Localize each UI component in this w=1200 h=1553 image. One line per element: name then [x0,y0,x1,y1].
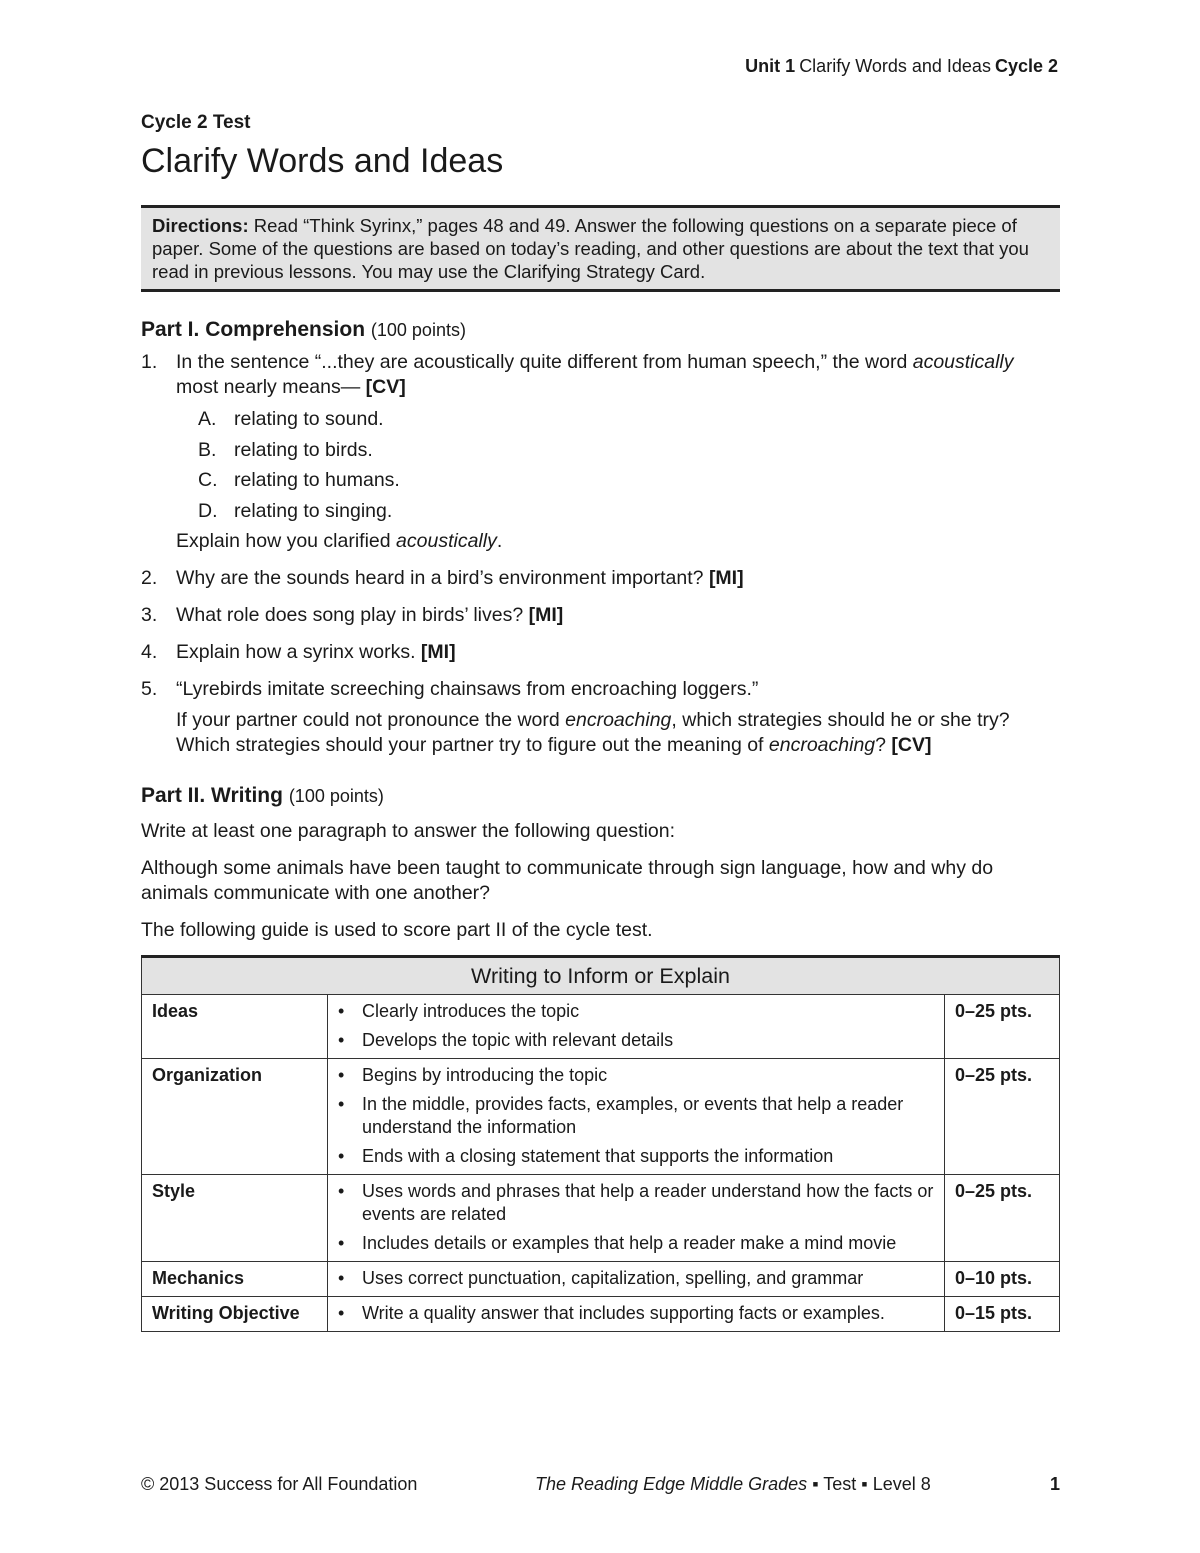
guide-intro: The following guide is used to score part II of the cycle test. [141,919,653,941]
choice-b [176,435,1060,466]
choice-c [176,465,1060,496]
header-cycle: Cycle 2 [994,56,1058,76]
rubric-row-style [142,1175,1060,1262]
rubric-description [328,1297,945,1332]
bullet-text: Begins by introducing the topic [362,1065,608,1085]
bullet-icon: • [338,1001,345,1021]
writing-instruction: Write at least one paragraph to answer the following question: [141,820,676,842]
question-number: 5. [141,678,158,700]
directions-text: Read “Think Syrinx,” pages 48 and 49. Answer the following questions on a separate piece of paper. Some of the questions are based on today’s reading, and other questions are about the text that you read in previous lessons. You may use the Clarifying Strategy Card. [152,215,1029,282]
explain-text: . [496,530,503,552]
writing-prompt: Although some animals have been taught to communicate through sign language, how and why do animals communicate with one another? [141,857,994,904]
directions-label: Directions: [152,215,249,236]
part2-heading [141,784,1060,808]
choice-text: relating to singing. [234,499,393,522]
part1-heading [141,318,1060,342]
rubric-criterion: Ideas [142,995,328,1059]
doc-kind: Test [823,1474,857,1494]
answer-choices [176,404,1060,526]
copyright: © 2013 Success for All Foundation [141,1474,418,1494]
scoring-rubric [141,955,1060,1332]
explain-prompt [176,529,1060,554]
question-tag: [MI] [420,641,456,663]
choice-text: relating to birds. [234,438,373,461]
part2-points: (100 points) [288,786,384,806]
question-tag: [MI] [708,567,744,589]
bullet-icon: • [338,1030,345,1050]
rubric-criterion: Mechanics [142,1262,328,1297]
bullet-icon: • [338,1094,345,1114]
header-unit-title: Clarify Words and Ideas [799,56,991,76]
series-info [535,1474,931,1495]
rubric-points: 0–10 pts. [945,1262,1060,1297]
choice-letter: B. [198,438,217,461]
bullet-icon: • [338,1233,345,1253]
rubric-bullet [338,1232,936,1255]
rubric-points: 0–25 pts. [945,1059,1060,1175]
question-list [141,350,1060,758]
bullet-text: Includes details or examples that help a reader make a mind movie [362,1233,897,1253]
choice-d [176,496,1060,527]
question-text: most nearly means— [176,376,366,398]
question-2 [141,566,1060,591]
bullet-icon: • [338,1303,345,1323]
question-text: , which strategies should he or she try? Which strategies should your partner try to figure out the meaning of [176,709,1010,756]
rubric-description [328,1175,945,1262]
explain-text: Explain how you clarified [176,530,397,552]
question-text: Why are the sounds heard in a bird’s environment important? [176,567,709,589]
rubric-row-ideas [142,995,1060,1059]
rubric-row-mechanics [142,1262,1060,1297]
rubric-criterion: Organization [142,1059,328,1175]
rubric-row-organization [142,1059,1060,1175]
bullet-text: Uses correct punctuation, capitalization, spelling, and grammar [362,1268,864,1288]
question-quote: “Lyrebirds imitate screeching chainsaws from encroaching loggers.” [176,678,759,700]
question-number: 2. [141,567,158,589]
bullet-icon: • [338,1268,345,1288]
series-title: The Reading Edge Middle Grades [535,1474,808,1494]
rubric-points: 0–25 pts. [945,995,1060,1059]
choice-text: relating to sound. [234,408,384,430]
rubric-description [328,1059,945,1175]
level: Level 8 [872,1474,931,1494]
rubric-bullet [338,1267,936,1290]
rubric-bullet [338,1145,936,1168]
question-4 [141,640,1060,665]
choice-a [176,404,1060,435]
explain-term: acoustically [396,530,497,552]
bullet-text: Ends with a closing statement that supports the information [362,1146,834,1166]
question-1 [141,350,1060,554]
rubric-bullet [338,1029,936,1052]
rubric-bullet [338,1093,936,1139]
choice-letter: C. [198,469,218,491]
separator-icon: ▪ [861,1474,868,1494]
bullet-icon: • [338,1181,345,1201]
question-number: 1. [141,351,158,373]
rubric-bullet [338,1000,936,1023]
part2-title: Part II. Writing [141,784,283,807]
question-number: 4. [141,641,158,663]
question-text: ? [875,734,892,756]
question-tag: [CV] [365,376,406,398]
rubric-bullet [338,1302,936,1325]
rubric-row-writing-objective [142,1297,1060,1332]
question-tag: [CV] [891,734,932,756]
cycle-label: Cycle 2 Test [141,112,251,133]
bullet-text: Write a quality answer that includes supporting facts or examples. [362,1303,885,1323]
question-5 [141,677,1060,758]
bullet-icon: • [338,1146,345,1166]
page-number: 1 [1049,1474,1060,1494]
question-text: What role does song play in birds’ lives? [176,604,529,626]
bullet-text: Uses words and phrases that help a reader understand how the facts or events are related [362,1181,934,1224]
rubric-points: 0–25 pts. [945,1175,1060,1262]
question-term: encroaching [768,734,876,756]
rubric-points: 0–15 pts. [945,1297,1060,1332]
bullet-text: Clearly introduces the topic [362,1001,580,1021]
running-header [745,56,1058,77]
question-tag: [MI] [528,604,564,626]
question-text: Explain how a syrinx works. [176,641,421,663]
choice-letter: A. [198,408,217,430]
rubric-bullet [338,1064,936,1087]
choice-letter: D. [198,499,218,522]
bullet-text: In the middle, provides facts, examples, or events that help a reader understand the information [362,1094,904,1137]
rubric-title: Writing to Inform or Explain [142,957,1060,995]
bullet-text: Develops the topic with relevant details [362,1030,674,1050]
test-content [141,112,1060,1332]
question-text: If your partner could not pronounce the word [176,709,566,731]
part1-title: Part I. Comprehension [141,318,366,341]
question-text: In the sentence “...they are acoustically quite different from human speech,” the word [176,351,913,373]
rubric-description [328,995,945,1059]
page-title: Clarify Words and Ideas [141,142,504,180]
rubric-criterion: Writing Objective [142,1297,328,1332]
header-unit: Unit 1 [745,56,796,76]
question-number: 3. [141,604,158,626]
directions-box [141,205,1060,292]
question-term: encroaching [565,709,672,731]
bullet-icon: • [338,1065,345,1085]
part1-points: (100 points) [370,320,466,340]
separator-icon: ▪ [812,1474,819,1494]
choice-text: relating to humans. [234,469,400,491]
rubric-description [328,1262,945,1297]
question-term: acoustically [912,351,1014,373]
question-3 [141,603,1060,628]
rubric-bullet [338,1180,936,1226]
rubric-criterion: Style [142,1175,328,1262]
